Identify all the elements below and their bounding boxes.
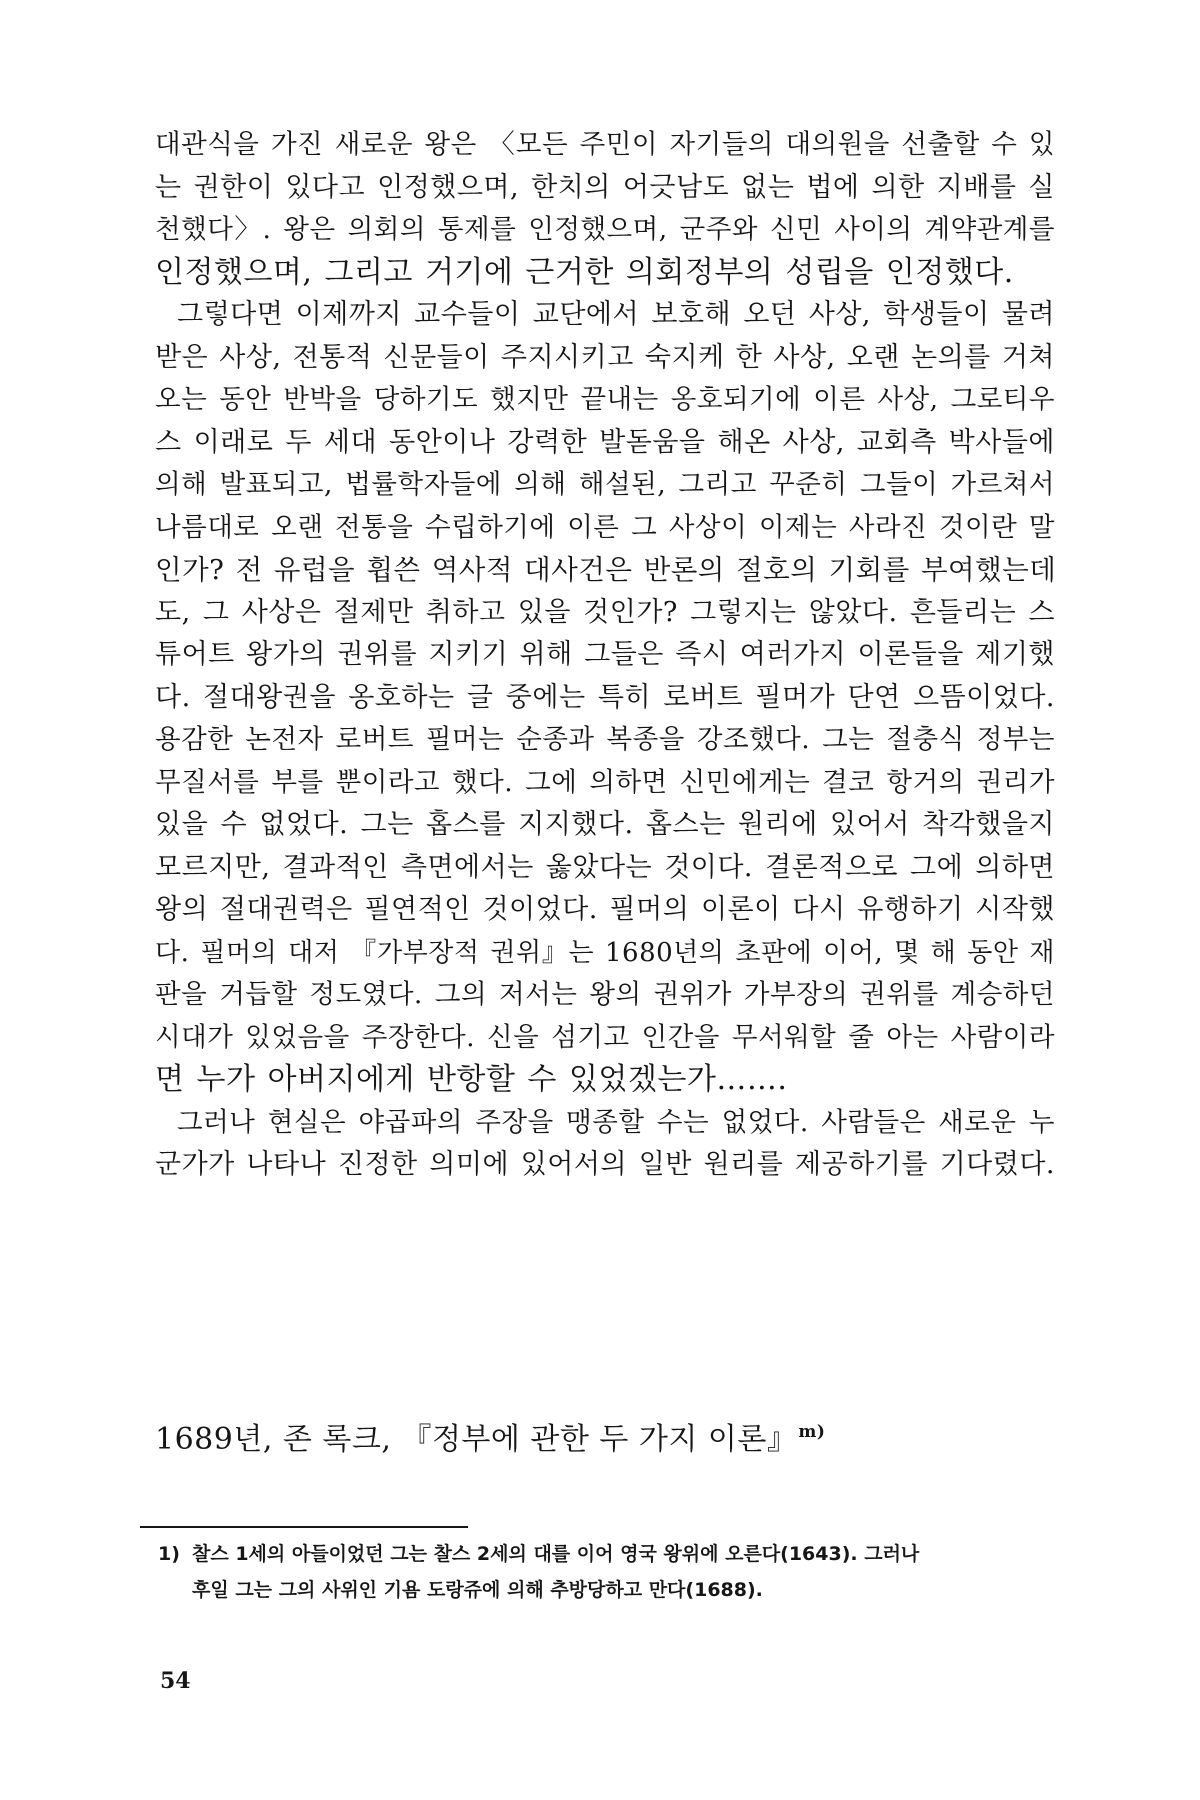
text-line: 다. 절대왕권을 옹호하는 글 중에는 특히 로버트 필머가 단연 으뜸이었다.	[155, 681, 1055, 713]
text-line: 인정했으며, 그리고 거기에 근거한 의회정부의 성립을 인정했다.	[155, 254, 1014, 290]
text-line: 대관식을 가진 새로운 왕은 〈모든 주민이 자기들의 대의원을 선출할 수 있	[155, 129, 1055, 160]
text-line: 인가? 전 유럽을 휩쓴 역사적 대사건은 반론의 절호의 기회를 부여했는데	[155, 554, 1057, 586]
text-line: 다. 필머의 대저 『가부장적 권위』는 1680년의 초판에 이어, 몇 해 동안 재	[155, 937, 1055, 968]
footnote-text: 찰스 1세의 아들이었던 그는 찰스 2세의 대를 이어 영국 왕위에 오른다(1643). 그러나	[192, 1543, 920, 1565]
text-line: 의해 발표되고, 법률학자들에 의해 해설된, 그리고 꾸준히 그들이 가르쳐서	[155, 469, 1055, 500]
text-line: 판을 거듭할 정도였다. 그의 저서는 왕의 권위가 가부장의 권위를 계승하던	[155, 979, 1055, 1010]
footnote-line	[158, 1536, 1058, 1572]
text-line: 군가가 나타나 진정한 의미에 있어서의 일반 원리를 제공하기를 기다렸다.	[155, 1149, 1055, 1180]
text-line: 는 권한이 있다고 인정했으며, 한치의 어긋남도 없는 법에 의한 지배를 실	[155, 171, 1055, 203]
text-line: 왕의 절대권력은 필연적인 것이었다. 필머의 이론이 다시 유행하기 시작했	[155, 894, 1055, 925]
text-line: 튜어트 왕가의 권위를 지키기 위해 그들은 즉시 여러가지 이론들을 제기했	[155, 639, 1055, 670]
footnote-text: 후일 그는 그의 사위인 기욤 도랑쥬에 의해 추방당하고 만다(1688).	[192, 1579, 763, 1601]
footnote	[158, 1536, 1058, 1608]
section-heading	[155, 1412, 825, 1460]
text-line: 모르지만, 결과적인 측면에서는 옳았다는 것이다. 결론적으로 그에 의하면	[155, 851, 1055, 883]
text-line: 받은 사상, 전통적 신문들이 주지시키고 숙지케 한 사상, 오랜 논의를 거쳐	[155, 341, 1055, 373]
text-line: 나름대로 오랜 전통을 수립하기에 이른 그 사상이 이제는 사라진 것이란 말	[155, 511, 1055, 543]
text-line: 면 누가 아버지에게 반항할 수 있었겠는가…….	[155, 1062, 788, 1097]
text-line: 도, 그 사상은 절제만 취하고 있을 것인가? 그렇지는 않았다. 흔들리는 스	[155, 596, 1055, 628]
footnote-line	[158, 1572, 1058, 1608]
text-line: 무질서를 부를 뿐이라고 했다. 그에 의하면 신민에게는 결코 항거의 권리가	[155, 766, 1055, 798]
text-line: 스 이래로 두 세대 동안이나 강력한 발돋움을 해온 사상, 교회측 박사들에	[155, 426, 1055, 458]
text-line: 오는 동안 반박을 당하기도 했지만 끝내는 옹호되기에 이른 사상, 그로티우	[155, 384, 1055, 415]
body-text	[155, 124, 1055, 1187]
text-line: 용감한 논전자 로버트 필머는 순종과 복종을 강조했다. 그는 절충식 정부는	[155, 724, 1055, 755]
text-line: 있을 수 없었다. 그는 홉스를 지지했다. 홉스는 원리에 있어서 착각했을지	[155, 809, 1055, 840]
text-line: 그러나 현실은 야곱파의 주장을 맹종할 수는 없었다. 사람들은 새로운 누	[177, 1106, 1055, 1138]
text-line: 그렇다면 이제까지 교수들이 교단에서 보호해 오던 사상, 학생들이 물려	[177, 299, 1055, 330]
text-line: 시대가 있었음을 주장한다. 신을 섬기고 인간을 무서워할 줄 아는 사람이라	[155, 1021, 1055, 1053]
page-number: 54	[160, 1668, 191, 1694]
heading-note-marker: m)	[798, 1422, 826, 1442]
section-heading-text: 1689년, 존 록크, 『정부에 관한 두 가지 이론』	[155, 1422, 798, 1457]
footnote-number: 1)	[158, 1543, 180, 1565]
text-line: 천했다〉. 왕은 의회의 통제를 인정했으며, 군주와 신민 사이의 계약관계를	[155, 214, 1055, 245]
footnote-divider	[140, 1526, 468, 1528]
